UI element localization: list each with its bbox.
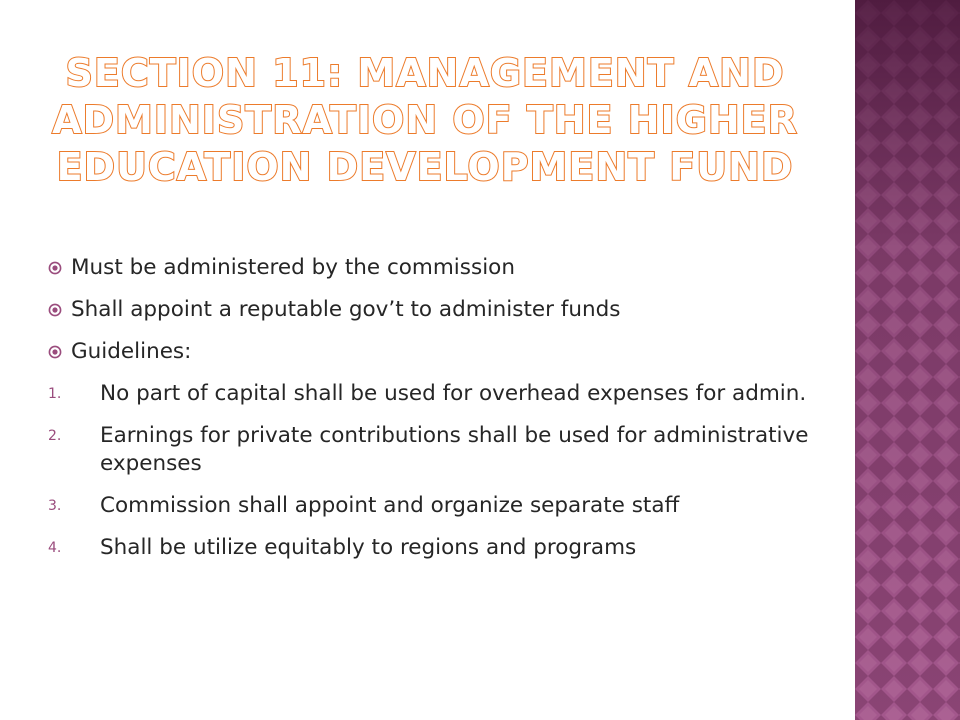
numbered-text: Shall be utilize equitably to regions and programs (100, 535, 637, 560)
numbered-text: No part of capital shall be used for overhead expenses for admin. (100, 381, 807, 406)
number-marker: 2. (48, 428, 62, 444)
number-marker: 3. (48, 498, 62, 514)
bullet-item (48, 338, 868, 366)
numbered-text: Commission shall appoint and organize separate staff (100, 493, 680, 518)
number-marker: 4. (48, 540, 62, 556)
side-decoration-strip (855, 0, 960, 720)
numbered-item (48, 492, 868, 520)
target-bullet-icon (48, 261, 62, 275)
numbered-item (48, 422, 868, 478)
number-marker: 1. (48, 386, 62, 402)
target-bullet-icon (48, 303, 62, 317)
numbered-item (48, 380, 868, 408)
bullet-item (48, 254, 868, 282)
bullet-item (48, 296, 868, 324)
title-line: SECTION 11: MANAGEMENT AND (65, 51, 785, 95)
bullet-text: Guidelines: (71, 339, 192, 364)
title-line: EDUCATION DEVELOPMENT FUND (56, 145, 794, 189)
slide-title (40, 50, 810, 191)
target-bullet-icon (48, 345, 62, 359)
numbered-text: Earnings for private contributions shall be used for administrative expenses (100, 423, 809, 476)
diamond-pattern (855, 0, 960, 720)
numbered-item (48, 534, 868, 562)
bullet-text: Must be administered by the commission (71, 255, 515, 280)
slide-body (48, 254, 868, 576)
title-line: ADMINISTRATION OF THE HIGHER (52, 98, 798, 142)
bullet-text: Shall appoint a reputable gov’t to administer funds (71, 297, 621, 322)
